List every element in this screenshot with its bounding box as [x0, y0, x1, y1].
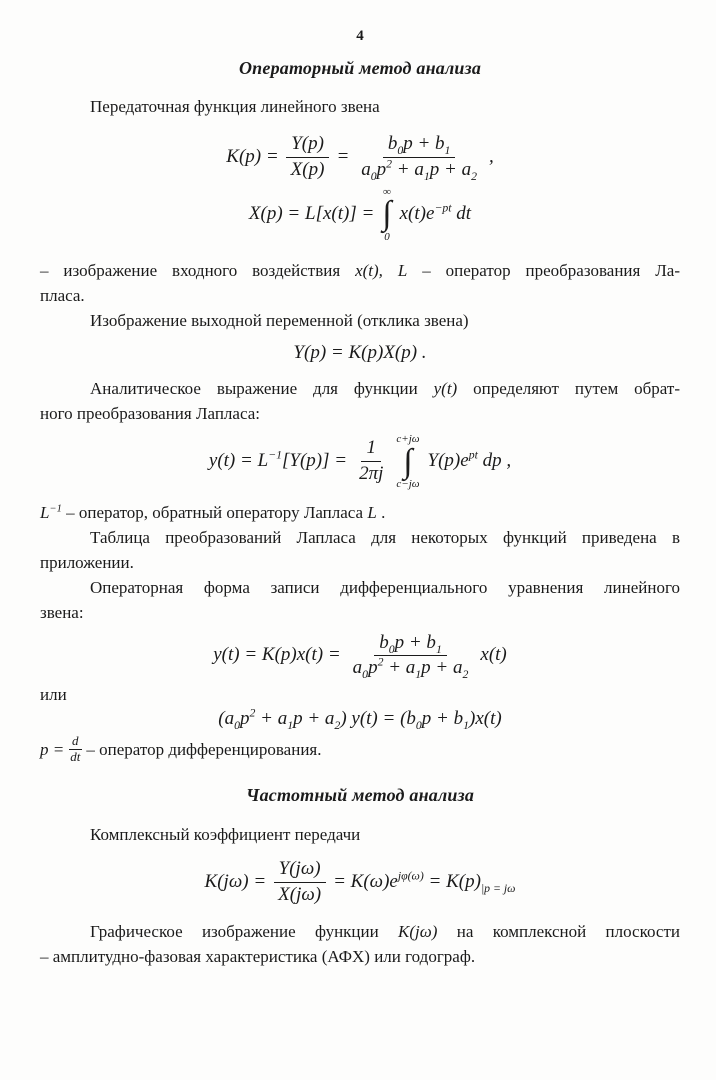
integral-lower-limit: c−jω [396, 477, 420, 490]
text-run: – изображение входного воздействия [40, 261, 356, 281]
integral [396, 433, 419, 491]
paragraph-complex-coefficient: Комплексный коэффициент передачи [90, 824, 361, 844]
fraction [286, 133, 330, 182]
math-run: K(p) = [226, 145, 279, 167]
text-run: Графическое изображение функции [90, 922, 399, 942]
text-run: Таблица преобразований Лапласа для некоторых функций приведена в [90, 527, 680, 547]
text-run: Аналитическое выражение для функции [90, 378, 434, 398]
math-run: = $K(\omega)e^{j\varphi(\omega)} = K(p)_{|p = j\omega}$ [333, 869, 516, 895]
denominator: $a_0p^2 + a_1p + a_2$ [352, 656, 469, 682]
fraction [348, 632, 474, 681]
paragraph-table-line2: приложении. [40, 552, 134, 572]
paragraph-operator-form-line2: звена: [40, 602, 84, 622]
formula-complex-transfer [40, 858, 680, 907]
paragraph-graph-line1 [40, 919, 680, 944]
math-run: $(a_0p^2 + a_1p + a_2) y(t) = (b_0p + b_1)x(t)$ [218, 706, 502, 732]
text-run: определяют путем обрат- [457, 378, 680, 398]
formula-response [40, 342, 680, 365]
heading-frequency-method: Частотный метод анализа [245, 784, 475, 805]
paragraph-diff-operator [40, 734, 680, 765]
math-inline: x(t), [355, 261, 383, 281]
paragraph-or: или [40, 685, 67, 705]
denominator: $a_0p^2 + a_1p + a_2$ [361, 157, 477, 183]
text-run: – оператор дифференцирования. [86, 739, 322, 759]
numerator: Y(p) [286, 133, 329, 158]
paragraph-input-image-line2: пласа. [40, 286, 85, 306]
numerator: 1 [361, 437, 381, 462]
math-run: $x(t)e^{-pt}$ dt [399, 201, 472, 224]
math-run: x(t) [480, 644, 507, 666]
formula-operator-equation [40, 632, 680, 681]
fraction [67, 734, 83, 765]
page-number: 4 [356, 28, 364, 44]
text-run: Операторная форма записи дифференциального уравнения линейного [90, 577, 680, 597]
paragraph-graph-line2: – амплитудно-фазовая характеристика (АФХ) или годограф. [40, 947, 476, 967]
paragraph-inverse-operator [40, 500, 680, 525]
text-run: на комплексной плоскости [437, 922, 680, 942]
paragraph-transfer-intro: Передаточная функция линейного звена [90, 97, 380, 116]
paragraph-table-line1 [40, 525, 680, 550]
integral-upper-limit: ∞ [383, 185, 391, 198]
denominator: X(p) [290, 158, 325, 180]
formula-laplace-transform [40, 186, 680, 244]
formula-transfer-function [40, 133, 680, 182]
fraction [356, 133, 482, 182]
comma: , [488, 145, 494, 167]
equals-sign: = [336, 145, 350, 167]
paragraph-input-image-line1 [40, 258, 680, 283]
integral [382, 186, 391, 244]
numerator: $b_0p + b_1$ [383, 133, 456, 158]
math-run: y(t) = K(p)x(t) = [213, 644, 341, 666]
paragraph-output-image: Изображение выходной переменной (отклика звена) [90, 311, 469, 331]
text-run: – оператор преобразования Ла- [407, 261, 680, 281]
paragraph-operator-form-line1 [40, 575, 680, 600]
math-run: $y(t) = L^{-1}[Y(p)]$ = [208, 449, 348, 472]
math-inline: p = [40, 739, 65, 759]
denominator: 2πj [359, 463, 384, 485]
math-run: $Y(p)e^{pt}$ dp , [427, 449, 512, 472]
denominator: X(jω) [278, 883, 322, 905]
numerator: Y(jω) [274, 858, 326, 883]
integral-lower-limit: 0 [384, 230, 390, 243]
fraction [354, 437, 388, 486]
math-inline: K(jω) [398, 922, 438, 942]
text-run: – оператор, обратный оператору Лапласа [61, 502, 368, 522]
numerator: $b_0p + b_1$ [374, 632, 447, 657]
heading-operator-method: Операторный метод анализа [238, 58, 482, 78]
math-inline: $L^{-1}$ [40, 502, 62, 522]
formula-operator-alt [40, 708, 680, 731]
denominator: dt [70, 748, 81, 764]
numerator: d [69, 734, 82, 750]
paragraph-analytic-line1 [40, 376, 680, 401]
math-inline: y(t) [433, 378, 458, 398]
integral-upper-limit: c+jω [396, 432, 420, 445]
text-run: . [376, 502, 386, 522]
math-run: X(p) = L[x(t)] = [248, 202, 375, 224]
integral-sign: ∫ [382, 195, 392, 233]
integral-sign: ∫ [403, 442, 413, 480]
math-inline: L [367, 502, 377, 522]
fraction [273, 858, 326, 907]
math-run: K(jω) = [204, 870, 267, 892]
paragraph-analytic-line2: ного преобразования Лапласа: [40, 403, 260, 423]
math-run: Y(p) = K(p)X(p) . [293, 342, 427, 364]
formula-inverse-laplace [40, 433, 680, 491]
math-inline: L [382, 261, 408, 281]
